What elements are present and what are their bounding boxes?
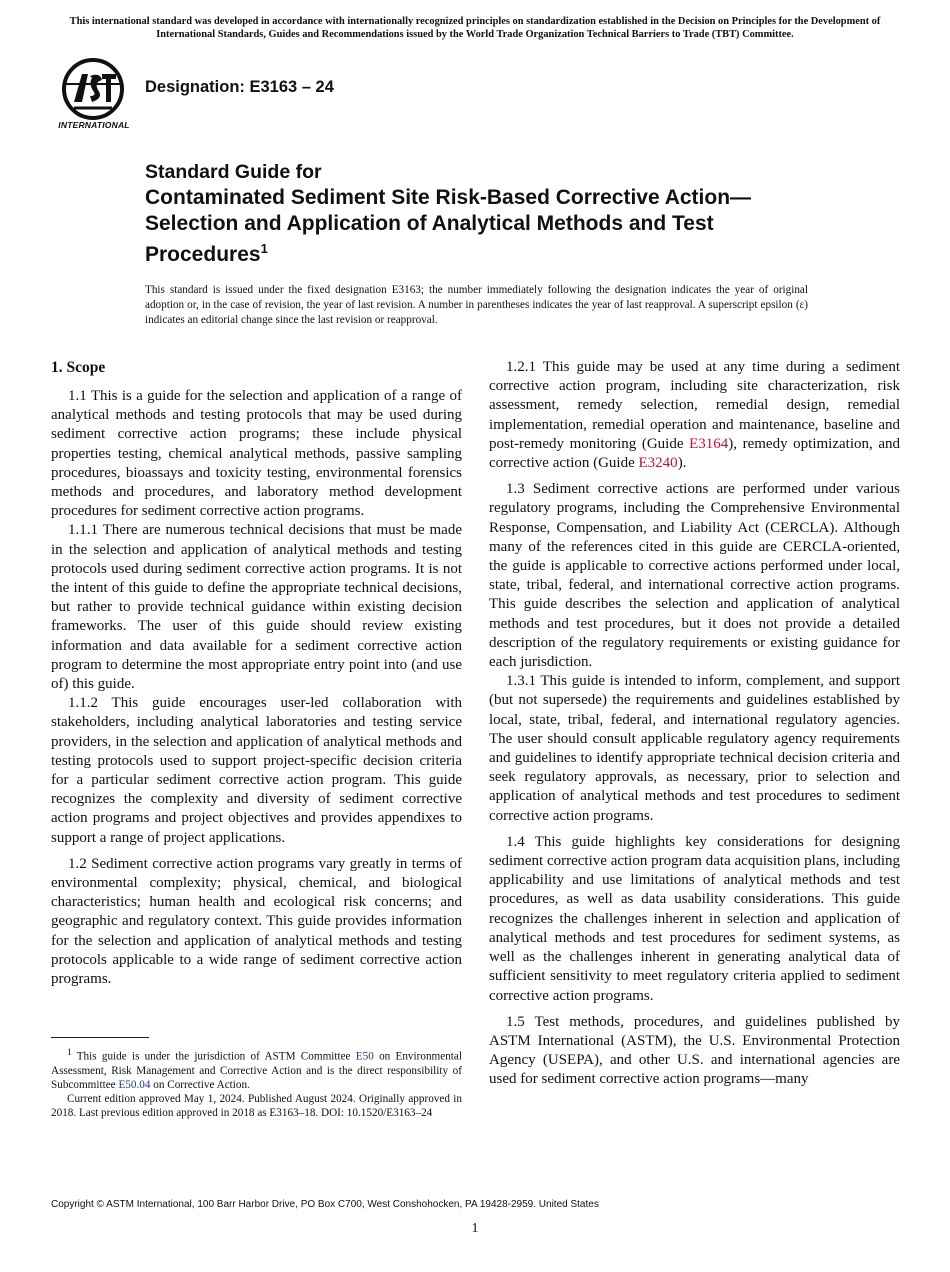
designation: Designation: E3163 – 24 bbox=[145, 78, 334, 96]
footnotes bbox=[51, 1046, 462, 1120]
ref-e3164-link[interactable]: E3164 bbox=[689, 435, 729, 452]
title-prefix: Standard Guide for bbox=[145, 161, 322, 183]
paragraph-1-2-1 bbox=[489, 358, 900, 473]
title-text: Contaminated Sediment Site Risk-Based Corrective Action— Selection and Application of Analytical Methods and Test Procedures bbox=[145, 186, 752, 266]
document-title bbox=[145, 185, 825, 268]
page-number: 1 bbox=[471, 1221, 479, 1236]
paragraph-1-1-1: 1.1.1 There are numerous technical decisions that must be made in the selection and application of analytical methods and testing protocols used during sediment corrective action programs. It is not the intent of this guide to define the appropriate technical decisions, but rather to provide technical guidance within existing decision frameworks. The user of this guide should review existing information and data available for a sediment corrective action program to determine the most appropriate entry point into (and use of) this guide. bbox=[51, 522, 462, 693]
ref-e3240-link[interactable]: E3240 bbox=[638, 455, 678, 472]
footnote-1-marker: 1 bbox=[67, 1048, 72, 1058]
paragraph-1-2-1-text-a: 1.2.1 This guide may be used at any time during a sediment corrective action program, including site characterization, risk assessment, remedy selection, remedial design, remedial implementation, remedial operation and maintenance, baseline and post-remedy monitoring (Guide bbox=[489, 359, 900, 452]
paragraph-1-2-1-text-c: ). bbox=[677, 455, 687, 472]
paragraph-1-4: 1.4 This guide highlights key considerations for designing sediment corrective action program data acquisition plans, including applicability and use limitations of analytical methods and test procedures, as well as data usability considerations. This guide recognizes the challenges inherent in selection and application of analytical methods and test procedures for sediment systems, as well as the challenges inherent in generating analytical data of sufficient sensitivity to meet regulatory criteria applied to sediment corrective action programs. bbox=[489, 833, 900, 1004]
paragraph-1-2-1-text-b: ), remedy optimization, and corrective action (Guide bbox=[489, 435, 901, 472]
right-column bbox=[489, 358, 900, 1090]
paragraph-1-5: 1.5 Test methods, procedures, and guidelines published by ASTM International (ASTM), the U.S. Environmental Protection Agency (USEPA), and other U.S. and international agencies are used for sediment corrective action programs—many bbox=[489, 1013, 900, 1088]
paragraph-1-2: 1.2 Sediment corrective action programs vary greatly in terms of environmental complexity; physical, chemical, and biological characteristics; human health and ecological risk concerns; and geographic and regulatory context. This guide provides information for the selection and application of analytical methods and testing protocols applicable to a wide range of sediment corrective action programs. bbox=[51, 855, 462, 988]
paragraph-1-3-1: 1.3.1 This guide is intended to inform, complement, and support (but not supersede) the requirements and guidelines established by local, state, tribal, federal, and international regulatory agencies. The user should consult applicable regulatory agency requirements and guidelines to identify appropriate technical decision criteria and seek regulatory approvals, as necessary, prior to selection and application of analytical methods and test procedures to sediment corrective action programs. bbox=[489, 673, 900, 824]
footnote-1 bbox=[51, 1046, 462, 1092]
title-footnote-marker[interactable]: 1 bbox=[260, 241, 268, 256]
footnote-1-text-a: This guide is under the jurisdiction of ASTM Committee bbox=[71, 1050, 356, 1063]
paragraph-1-3: 1.3 Sediment corrective actions are performed under various regulatory programs, including the Comprehensive Environmental Response, Compensation, and Liability Act (CERCLA). Although many of the references cited in this guide are CERCLA-oriented, the guide is applicable to corrective actions performed under local, state, tribal, federal, and international corrective action programs. This guide describes the selection and application of analytical methods and test procedures, but it does not provide a detailed description of the regulatory requirements or existing guidance for each jurisdiction. bbox=[489, 481, 900, 671]
section-heading-scope: 1. Scope bbox=[51, 359, 106, 376]
subcommittee-e50-04-link[interactable]: E50.04 bbox=[118, 1078, 151, 1091]
top-notice: This international standard was developed in accordance with internationally recognized principles on standardization established in the Decision on Principles for the Development of International Standards, Guides and Recommendations issued by the World Trade Organization Technical Barriers to Trade (TBT) Committee. bbox=[69, 16, 881, 40]
committee-e50-link[interactable]: E50 bbox=[355, 1050, 374, 1063]
footnote-edition: Current edition approved May 1, 2024. Published August 2024. Originally approved in 2018. Last previous edition approved in 2018 as E3163–18. DOI: 10.1520/E3163–24 bbox=[51, 1093, 462, 1120]
logo-label: INTERNATIONAL bbox=[58, 120, 130, 130]
footnote-divider bbox=[51, 1037, 149, 1038]
footnote-1-text-c: on Corrective Action. bbox=[150, 1078, 250, 1091]
issued-note: This standard is issued under the fixed designation E3163; the number immediately following the designation indicates the year of original adoption or, in the case of revision, the year of last revision. A number in parentheses indicates the year of last reapproval. A superscript epsilon (ε) indicates an editorial change since the last revision or reapproval. bbox=[145, 284, 808, 326]
left-column bbox=[51, 358, 462, 989]
paragraph-1-1-2: 1.1.2 This guide encourages user-led collaboration with stakeholders, including analytical laboratories and testing service providers, in the selection and application of analytical methods and testing protocols used to support project-specific decision criteria for a particular sediment corrective action program. This guide recognizes the complexity and diversity of sediment corrective action programs and project objectives and provides appendixes to support a range of project applications. bbox=[51, 695, 462, 846]
title-block bbox=[145, 160, 825, 268]
copyright: Copyright © ASTM International, 100 Barr Harbor Drive, PO Box C700, West Conshohocken, PA 19428-2959. United States bbox=[51, 1199, 599, 1210]
paragraph-1-1: 1.1 This is a guide for the selection and application of a range of analytical methods and testing protocols that may be used during sediment corrective action programs; these include physical properties testing, chemical analytical methods, passive sampling procedures, bioassays and toxicity testing, environmental forensics methods and procedures, and laboratory method development procedures for sediment corrective action programs. bbox=[51, 388, 462, 520]
footnote-1-text-b: on Environmental Assessment, Risk Management and Corrective Action and is the direct responsibility of Subcommittee bbox=[51, 1050, 462, 1091]
